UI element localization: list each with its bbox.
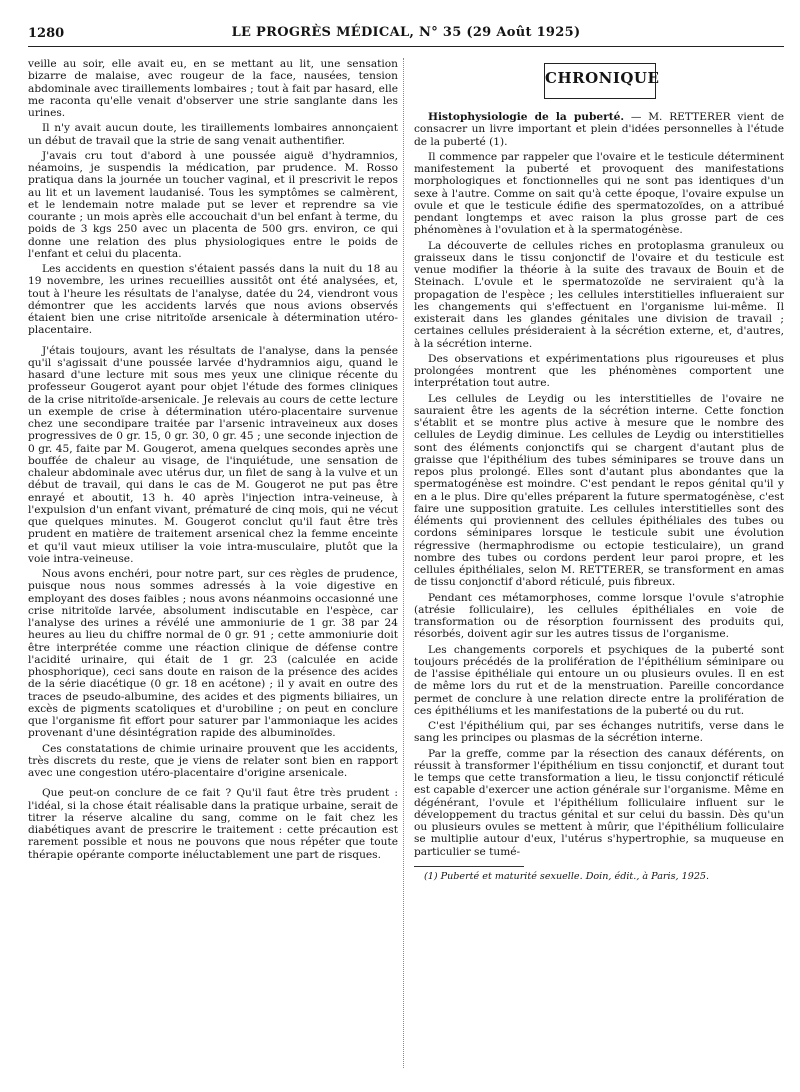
right-paragraph: Pendant ces métamorphoses, comme lorsque l'ovule s'atrophie (atrésie folliculaire), les cellules épithéliales en voie de transformation ou de résorption fournissent des produits qui, résorbés, doivent agir sur les autres tissus de l'organisme.	[414, 591, 784, 641]
left-paragraph: veille au soir, elle avait eu, en se mettant au lit, une sensation bizarre de malaise, avec rougeur de la face, nausées, tension abdominale avec tiraillements lombaires ; tout à fait par hasard, elle me raconta qu'elle venait d'observer une strie sanglante dans les urines.	[28, 58, 398, 119]
article-intro-text: — M. RETTERER vient de consacrer un livre important et plein d'idées personnelles à l'étude de la puberté (1).	[414, 111, 784, 148]
column-divider	[403, 58, 404, 1068]
left-paragraph: Il n'y avait aucun doute, les tiraillements lombaires annonçaient un début de travail que la strie de sang venait authentifier.	[28, 122, 398, 147]
article-intro	[414, 111, 784, 148]
right-paragraph: C'est l'épithélium qui, par ses échanges nutritifs, verse dans le sang les principes ou plasmas de la sécrétion interne.	[414, 720, 784, 745]
right-paragraph: Par la greffe, comme par la résection des canaux déférents, on réussit à transformer l'épithélium en tissu conjonctif, et durant tout le temps que cette transformation a lieu, le tissu conjonctif réticulé est capable d'exercer une action générale sur l'organisme. Même en dégénérant, l'ovule et l'épithélium folliculaire influent sur le développement du tractus génital et sur celui du bassin. Dès qu'un ou plusieurs ovules se mettent à mûrir, que l'épithélium folliculaire se multiplie autour d'eux, l'utérus s'hypertrophie, sa muqueuse en particulier se tumé-	[414, 747, 784, 858]
right-paragraph: Il commence par rappeler que l'ovaire et le testicule déterminent manifestement la puberté et provoquent des manifestations morphologiques et fonctionnelles qui ne sont pas identiques d'un sexe à l'autre. Comme on sait qu'à cette époque, l'ovaire expulse un ovule et que le testicule édifie des spermatozoïdes, on a attribué pendant longtemps et avec raison la plus grosse part de ces phénomènes à l'ovulation et à la spermatogénèse.	[414, 150, 784, 237]
left-paragraph: Ces constatations de chimie urinaire prouvent que les accidents, très discrets du reste, que je viens de relater sont bien en rapport avec une congestion utéro-placentaire d'origine arsenicale.	[28, 742, 398, 779]
right-paragraph: Les cellules de Leydig ou les interstitielles de l'ovaire ne sauraient être les agents de la sécrétion interne. Cette fonction s'établit et se montre plus active à mesure que le nombre des cellules de Leydig diminue. Les cellules de Leydig ou interstitielles sont des éléments conjonctifs qui se chargent d'autant plus de graisse que l'épithélium des tubes séminipares se trouve dans un repos plus prolongé. Elles sont d'autant plus abondantes que la spermatogénèse est moindre. C'est pendant le repos génital qu'il y en a le plus. Dire qu'elles préparent la future spermatogénèse, c'est faire une supposition gratuite. Les cellules interstitielles sont des éléments qui proviennent des cellules épithéliales des tubes ou cordons séminipares lorsque le testicule subit une évolution régressive (hermaphrodisme ou ectopie testiculaire), un grand nombre des tubes ou cordons perdent leur paroi propre, et les cellules épithéliales, selon M. RETTERER, se transforment en amas de tissu conjonctif d'abord réticulé, puis fibreux.	[414, 392, 784, 589]
right-paragraph: Les changements corporels et psychiques de la puberté sont toujours précédés de la prolifération de l'épithélium séminipare ou de l'assise épithéliale qui entoure un ou plusieurs ovules. Il en est de même lors du rut et de la menstruation. Pareille concordance permet de conclure à une relation directe entre la prolifération de ces épithéliums et les manifestations de la puberté ou du rut.	[414, 643, 784, 717]
article-headline: Histophysiologie de la puberté.	[428, 111, 625, 123]
footnote: (1) Puberté et maturité sexuelle. Doin, édit., à Paris, 1925.	[424, 870, 710, 882]
page-header	[28, 22, 784, 47]
page-number: 1280	[28, 26, 65, 41]
left-paragraph: J'étais toujours, avant les résultats de l'analyse, dans la pensée qu'il s'agissait d'une poussée larvée d'hydramnios aigu, quand le hasard d'une lecture mit sous mes yeux une clinique récente du professeur Gougerot ayant pour objet l'étude des formes cliniques de la crise nitritoïde-arsenicale. Je relevais au cours de cette lecture un exemple de crise à détermination utéro-placentaire survenue chez une secondipare traitée par l'arsenic intraveineux aux doses progressives de 0 gr. 15, 0 gr. 30, 0 gr. 45 ; une seconde injection de 0 gr. 45, faite par M. Gougerot, amena quelques secondes après une bouffée de chaleur au visage, de l'inquiétude, une sensation de chaleur abdominale avec utérus dur, un filet de sang à la vulve et un début de travail, qui dans le cas de M. Gougerot ne put pas être enrayé et aboutit, 13 h. 40 après l'injection intra-veineuse, à l'expulsion d'un enfant vivant, prématuré de cinq mois, qui ne vécut que quelques minutes. M. Gougerot conclut qu'il faut être très prudent en matière de traitement arsenical chez la femme enceinte et qu'il vaut mieux utiliser la voie intra-musculaire, plutôt que la voie intra-veineuse.	[28, 344, 398, 565]
left-paragraph: Que peut-on conclure de ce fait ? Qu'il faut être très prudent : l'idéal, si la chose était réalisable dans la pratique urbaine, serait de titrer la réserve alcaline du sang, comme on le fait chez les diabétiques avant de prescrire le traitement : cette précaution est rarement possible et nous ne pouvons que nous répéter que toute thérapie opérante comporte inéluctablement une part de risques.	[28, 787, 398, 861]
left-paragraph: J'avais cru tout d'abord à une poussée aiguë d'hydramnios, néamoins, je suspendis la médication, par prudence. M. Rosso pratiqua dans la journée un toucher vaginal, et il prescrivit le repos au lit et un lavement laudanisé. Tous les symptômes se calmèrent, et le lendemain notre malade put se lever et reprendre sa vie courante ; un mois après elle accouchait d'un bel enfant à terme, du poids de 3 kgs 250 avec un placenta de 500 grs. environ, ce qui donne une relation des plus physiologiques entre le poids de l'enfant et celui du placenta.	[28, 149, 398, 260]
right-paragraph: La découverte de cellules riches en protoplasma granuleux ou graisseux dans le tissu conjonctif de l'ovaire et du testicule est venue modifier la théorie à la suite des travaux de Bouin et de Steinach. L'ovule et le spermatozoïde ne serviraient qu'à la propagation de l'espèce ; les cellules interstitielles influeraient sur les changements qui s'effectuent en l'organisme lui-même. Il existerait dans les glandes génitales une division de travail ; certaines cellules présideraient à la sécrétion externe, et, d'autres, à la sécrétion interne.	[414, 239, 784, 350]
journal-title: LE PROGRÈS MÉDICAL, N° 35 (29 Août 1925)	[231, 25, 581, 40]
footnote-rule	[414, 866, 524, 867]
section-title: CHRONIQUE	[545, 69, 660, 87]
left-column	[28, 58, 398, 864]
left-paragraph: Les accidents en question s'étaient passés dans la nuit du 18 au 19 novembre, les urines recueillies aussitôt ont été analysées, et, tout à l'heure les résultats de l'analyse, datée du 24, viendront vous démontrer que les accidents larvés que nous avions observés étaient bien une crise nitritoïde arsenicale à détermination utéro-placentaire.	[28, 263, 398, 337]
left-paragraph: Nous avons enchéri, pour notre part, sur ces règles de prudence, puisque nous nous sommes adressés à la voie digestive en employant des doses faibles ; nous avons néanmoins occasionné une crise nitritoïde larvée, absolument indiscutable en l'espèce, car l'analyse des urines a révélé une ammoniurie de 1 gr. 38 par 24 heures au lieu du chiffre normal de 0 gr. 91 ; cette ammoniurie doit être interprétée comme une réaction clinique de défense contre l'acidité urinaire, qui était de 1 gr. 23 (calculée en acide phosphorique), ceci sans doute en raison de la présence des acides de la série diacétique (0 gr. 18 en acétone) ; il y avait en outre des traces de pseudo-albumine, des acides et des pigments biliaires, un excès de pigments scatoliques et d'urobiline ; on peut en conclure que l'organisme fit effort pour saturer par l'ammoniaque les acides provenant d'une désintégration rapide des albuminoïdes.	[28, 568, 398, 740]
right-column	[414, 58, 784, 883]
right-paragraph: Des observations et expérimentations plus rigoureuses et plus prolongées montrent que les phénomènes comportent une interprétation tout autre.	[414, 352, 784, 390]
section-title-box	[544, 63, 660, 99]
